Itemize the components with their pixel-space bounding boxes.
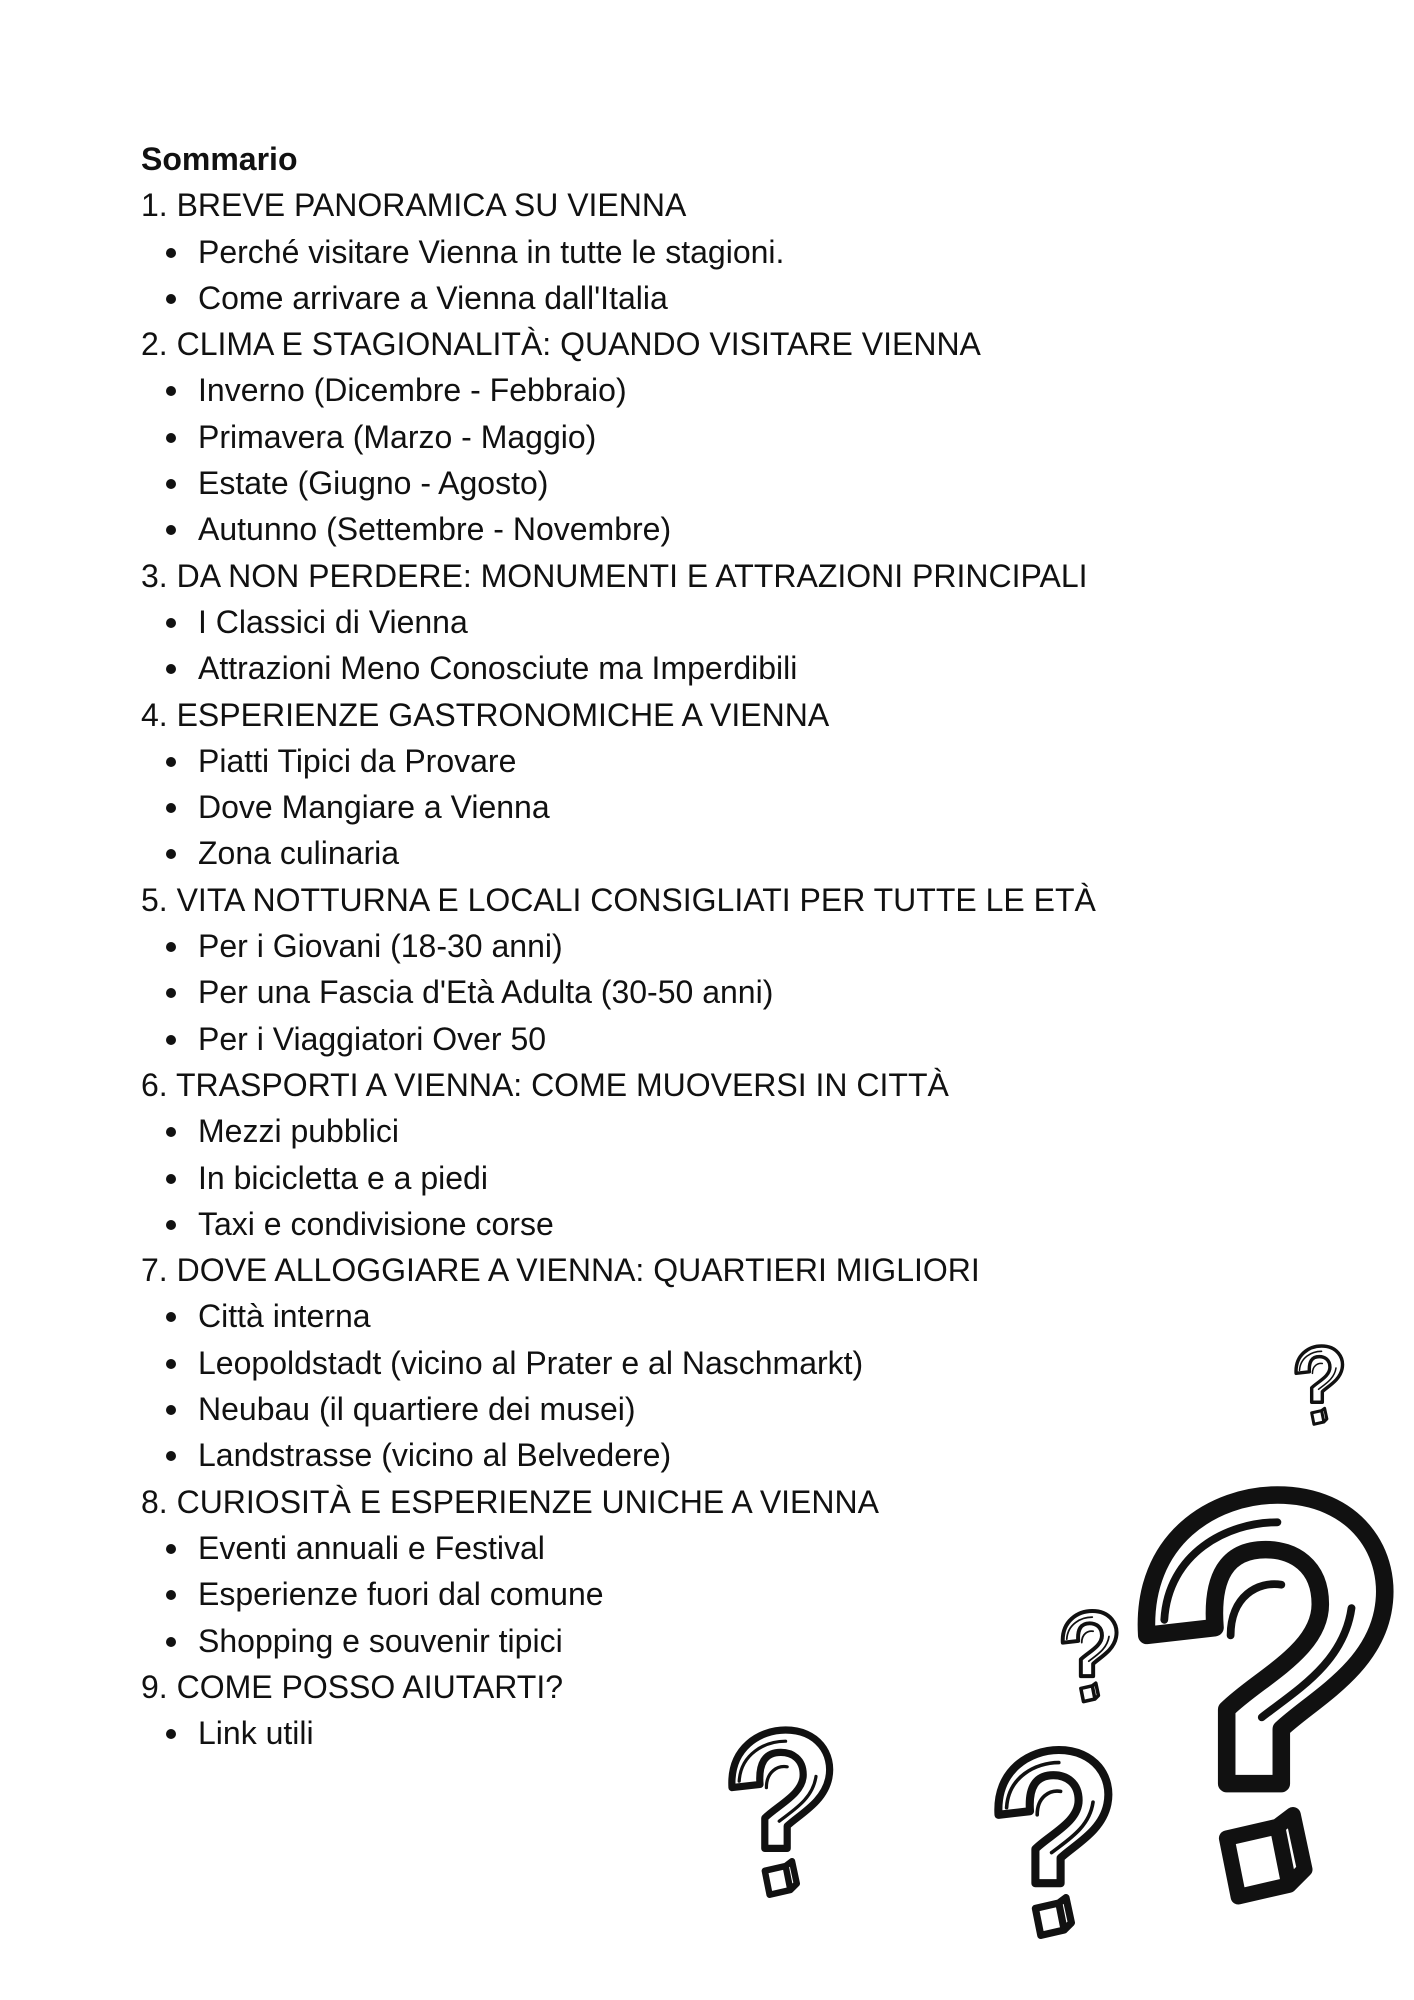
toc-list-item: Perché visitare Vienna in tutte le stagioni.: [141, 229, 1241, 275]
toc-list-item: Eventi annuali e Festival: [141, 1525, 1241, 1571]
toc-list-item: Primavera (Marzo - Maggio): [141, 414, 1241, 460]
toc-list-item: Landstrasse (vicino al Belvedere): [141, 1432, 1241, 1478]
toc-section-heading: 2. CLIMA E STAGIONALITÀ: QUANDO VISITARE VIENNA: [141, 326, 981, 363]
toc-section-heading: 5. VITA NOTTURNA E LOCALI CONSIGLIATI PER TUTTE LE ETÀ: [141, 881, 1096, 918]
toc-list-item: Inverno (Dicembre - Febbraio): [141, 367, 1241, 413]
question-mark-icon: [1296, 1346, 1342, 1424]
question-mark-icon: [1146, 1495, 1384, 1897]
toc-section-heading: 9. COME POSSO AIUTARTI?: [141, 1668, 564, 1705]
toc-list-item: Neubau (il quartiere dei musei): [141, 1386, 1241, 1432]
toc-list-item: Per i Viaggiatori Over 50: [141, 1016, 1241, 1062]
toc-list-item: Città interna: [141, 1293, 1241, 1339]
toc-title: Sommario: [141, 141, 298, 177]
toc-list-item: Come arrivare a Vienna dall'Italia: [141, 275, 1241, 321]
toc-list-item: Piatti Tipici da Provare: [141, 738, 1241, 784]
toc-list-item: Leopoldstadt (vicino al Prater e al Naschmarkt): [141, 1340, 1241, 1386]
toc-list-item: Esperienze fuori dal comune: [141, 1571, 1241, 1617]
toc-section-heading: 8. CURIOSITÀ E ESPERIENZE UNICHE A VIENNA: [141, 1483, 879, 1520]
toc-list-item: Estate (Giugno - Agosto): [141, 460, 1241, 506]
toc-list-item: I Classici di Vienna: [141, 599, 1241, 645]
toc-list-item: In bicicletta e a piedi: [141, 1155, 1241, 1201]
toc-section-heading: 4. ESPERIENZE GASTRONOMICHE A VIENNA: [141, 696, 830, 733]
toc-list-item: Shopping e souvenir tipici: [141, 1618, 1241, 1664]
toc-list-item: Link utili: [141, 1710, 1241, 1756]
question-mark-icon: [998, 1750, 1108, 1935]
toc-section-heading: 6. TRASPORTI A VIENNA: COME MUOVERSI IN CITTÀ: [141, 1066, 949, 1103]
toc-section-heading: 3. DA NON PERDERE: MONUMENTI E ATTRAZIONI PRINCIPALI: [141, 557, 1088, 594]
toc-list-item: Taxi e condivisione corse: [141, 1201, 1241, 1247]
toc-list-item: Autunno (Settembre - Novembre): [141, 506, 1241, 552]
question-mark-icon: [1063, 1611, 1117, 1702]
toc-list-item: Per una Fascia d'Età Adulta (30-50 anni): [141, 969, 1241, 1015]
toc-list-item: Zona culinaria: [141, 830, 1241, 876]
toc-list-item: Per i Giovani (18-30 anni): [141, 923, 1241, 969]
toc-list-item: Dove Mangiare a Vienna: [141, 784, 1241, 830]
question-mark-icon: [732, 1730, 830, 1895]
toc-list-item: Attrazioni Meno Conosciute ma Imperdibili: [141, 645, 1241, 691]
toc-section-heading: 7. DOVE ALLOGGIARE A VIENNA: QUARTIERI MIGLIORI: [141, 1252, 980, 1289]
toc-list-item: Mezzi pubblici: [141, 1108, 1241, 1154]
toc-section-heading: 1. BREVE PANORAMICA SU VIENNA: [141, 187, 687, 224]
